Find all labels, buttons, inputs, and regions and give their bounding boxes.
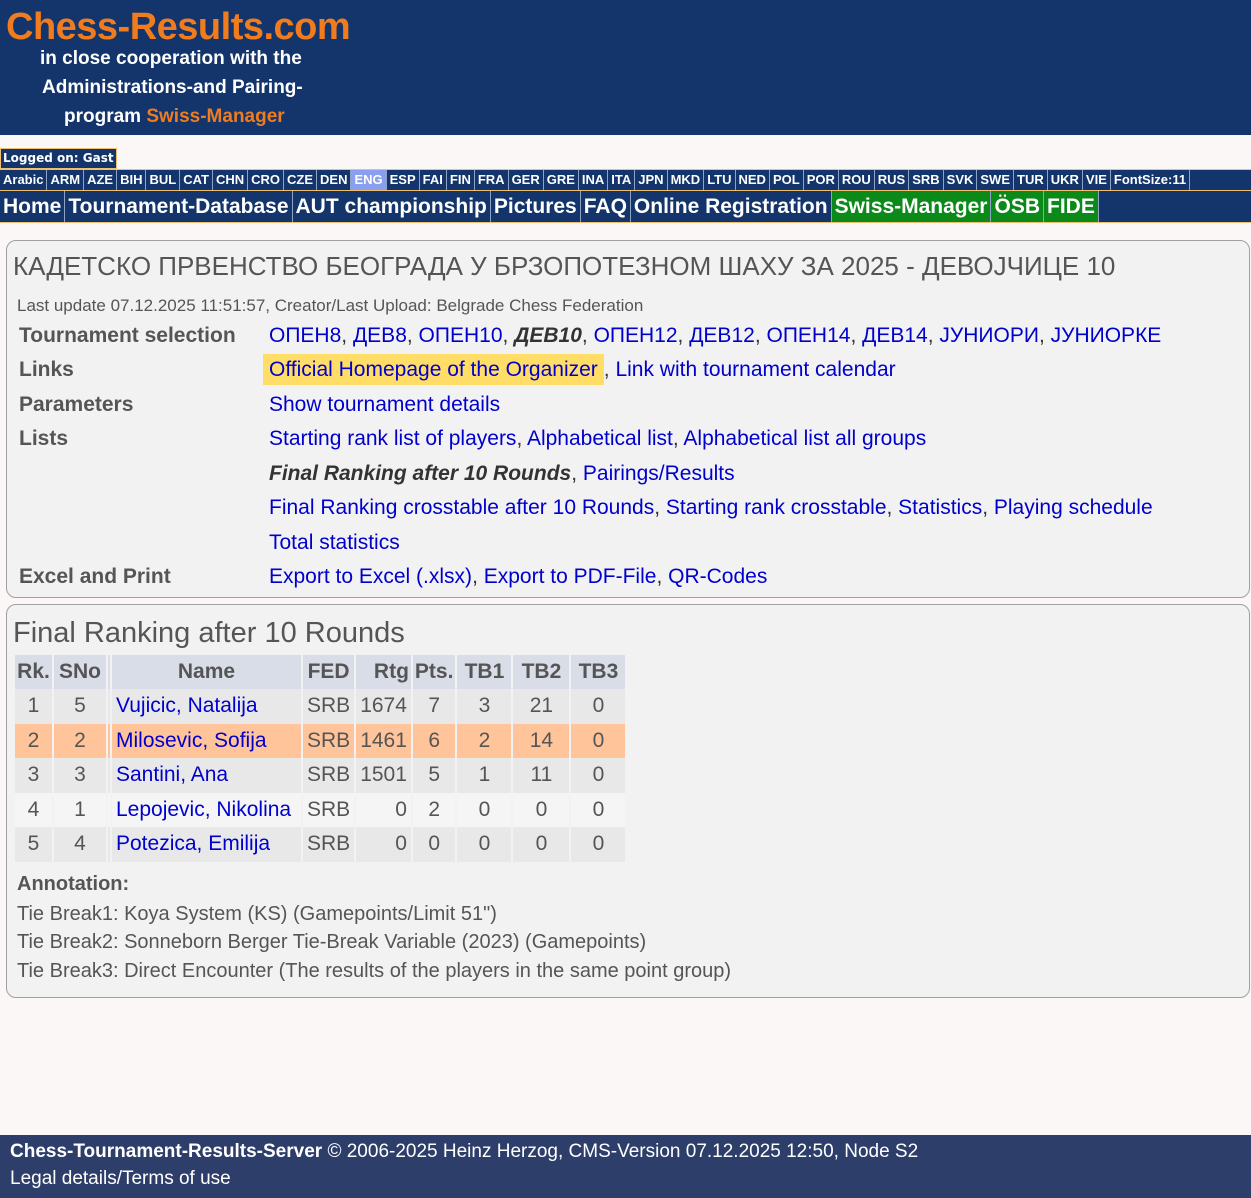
lang-eng[interactable]: ENG — [351, 170, 386, 190]
server-name: Chess-Tournament-Results-Server — [10, 1141, 323, 1162]
lang-cat[interactable]: CAT — [180, 170, 213, 190]
label-tournament-selection: Tournament selection — [19, 324, 236, 347]
lang-pol[interactable]: POL — [770, 170, 804, 190]
playing-schedule-link[interactable]: Playing schedule — [993, 496, 1153, 519]
export-pdf-link[interactable]: Export to PDF-File — [483, 565, 657, 588]
cell-tb1: 0 — [457, 793, 511, 828]
nav-faq[interactable]: FAQ — [581, 191, 631, 222]
legal-link[interactable]: Legal details/Terms of use — [10, 1168, 231, 1189]
col-name: Name — [112, 655, 301, 689]
cell-name — [112, 724, 301, 759]
links-values: Official Homepage of the Organizer , Link with tournament calendar — [269, 358, 896, 382]
col-sno: SNo — [54, 655, 106, 689]
lang-arm[interactable]: ARM — [47, 170, 84, 190]
lang-ger[interactable]: GER — [509, 170, 544, 190]
lang-jpn[interactable]: JPN — [635, 170, 667, 190]
lang-vie[interactable]: VIE — [1083, 170, 1111, 190]
main-nav — [0, 191, 1251, 223]
table-row — [15, 689, 625, 724]
lang-ita[interactable]: ITA — [608, 170, 635, 190]
col-pts: Pts. — [413, 655, 456, 689]
cell-spacer — [108, 793, 110, 828]
cell-spacer — [108, 758, 110, 793]
logo-line3: program Swiss-Manager — [64, 106, 285, 127]
cell-rk: 2 — [15, 724, 52, 759]
annotation-title: Annotation: — [17, 873, 130, 895]
cell-pts: 5 — [413, 758, 456, 793]
lang-srb[interactable]: SRB — [909, 170, 943, 190]
cell-tb3: 0 — [571, 827, 625, 862]
selection-5[interactable]: ДЕВ12 — [689, 324, 755, 347]
tournament-selection-links: ОПЕН8, ДЕВ8, ОПЕН10, ДЕВ10, ОПЕН12, ДЕВ12, ОПЕН14, ДЕВ14, ЈУНИОРИ, ЈУНИОРКЕ — [269, 324, 1162, 347]
lang-cro[interactable]: CRO — [248, 170, 284, 190]
cell-sno: 5 — [54, 689, 106, 724]
label-lists: Lists — [19, 427, 69, 450]
lang-svk[interactable]: SVK — [944, 170, 978, 190]
lang-fin[interactable]: FIN — [447, 170, 475, 190]
lang-rus[interactable]: RUS — [875, 170, 909, 190]
lists-row3: Final Ranking crosstable after 10 Rounds, Starting rank crosstable, Statistics, Playing schedule — [269, 496, 1153, 519]
lang-arabic[interactable]: Arabic — [0, 170, 47, 190]
col-fed: FED — [303, 655, 354, 689]
annotation-tb1: Tie Break1: Koya System (KS) (Gamepoints/Limit 51") — [17, 903, 497, 925]
cell-fed: SRB — [303, 724, 354, 759]
ranking-panel — [6, 604, 1250, 998]
lists-row1: Starting rank list of players, Alphabetical list, Alphabetical list all groups — [269, 427, 927, 450]
selection-7[interactable]: ДЕВ14 — [862, 324, 928, 347]
lang-ltu[interactable]: LTU — [704, 170, 735, 190]
cell-tb1: 0 — [457, 827, 511, 862]
cell-pts: 7 — [413, 689, 456, 724]
nav-home[interactable]: Home — [0, 191, 65, 222]
cell-rtg: 0 — [356, 827, 411, 862]
cell-spacer — [108, 689, 110, 724]
lang-esp[interactable]: ESP — [387, 170, 420, 190]
cell-fed: SRB — [303, 689, 354, 724]
table-row — [15, 758, 625, 793]
table-header — [15, 655, 625, 689]
table-row — [15, 827, 625, 862]
cell-sno: 1 — [54, 793, 106, 828]
cell-rtg: 1674 — [356, 689, 411, 724]
lang-mkd[interactable]: MKD — [668, 170, 705, 190]
cell-rk: 4 — [15, 793, 52, 828]
starting-crosstable-link[interactable]: Starting rank crosstable — [665, 496, 887, 519]
table-row — [15, 724, 625, 759]
selection-4[interactable]: ОПЕН12 — [593, 324, 678, 347]
language-bar — [0, 169, 1251, 191]
col-tb3: TB3 — [571, 655, 625, 689]
starting-rank-link[interactable]: Starting rank list of players — [269, 427, 517, 450]
cell-sno: 3 — [54, 758, 106, 793]
cell-spacer — [108, 827, 110, 862]
cell-tb1: 3 — [457, 689, 511, 724]
nav-aut-championship[interactable]: AUT championship — [293, 191, 491, 222]
lists-row2: Final Ranking after 10 Rounds, Pairings/Results — [269, 462, 735, 485]
selection-6[interactable]: ОПЕН14 — [766, 324, 851, 347]
col-spacer — [108, 655, 110, 689]
selection-3: ДЕВ10 — [514, 324, 582, 347]
footer — [0, 1135, 1251, 1198]
final-ranking-current: Final Ranking after 10 Rounds — [269, 462, 572, 485]
lang-bih[interactable]: BIH — [117, 170, 146, 190]
player-link[interactable]: Santini, Ana — [116, 763, 229, 787]
ranking-table — [13, 655, 627, 862]
table-row — [15, 793, 625, 828]
selection-2[interactable]: ОПЕН10 — [418, 324, 503, 347]
pairings-results-link[interactable]: Pairings/Results — [582, 462, 735, 485]
annotation-tb2: Tie Break2: Sonneborn Berger Tie-Break Variable (2023) (Gamepoints) — [17, 931, 647, 953]
cell-tb1: 1 — [457, 758, 511, 793]
selection-1[interactable]: ДЕВ8 — [352, 324, 407, 347]
player-link[interactable]: Milosevic, Sofija — [116, 728, 267, 752]
cell-tb3: 0 — [571, 689, 625, 724]
lang-fra[interactable]: FRA — [475, 170, 509, 190]
nav-pictures[interactable]: Pictures — [491, 191, 581, 222]
logo-line1: in close cooperation with the — [40, 48, 302, 69]
qr-codes-link[interactable]: QR-Codes — [668, 565, 768, 588]
site-logo[interactable] — [6, 4, 386, 131]
statistics-link[interactable]: Statistics — [898, 496, 983, 519]
cell-tb2: 21 — [513, 689, 569, 724]
player-link[interactable]: Vujicic, Natalija — [116, 694, 258, 718]
cell-tb1: 2 — [457, 724, 511, 759]
cell-fed: SRB — [303, 758, 354, 793]
lang-chn[interactable]: CHN — [213, 170, 248, 190]
cell-pts: 2 — [413, 793, 456, 828]
lang-bul[interactable]: BUL — [146, 170, 180, 190]
nav-swiss-manager[interactable]: Swiss-Manager — [832, 191, 992, 222]
lang-aze[interactable]: AZE — [84, 170, 117, 190]
cell-name — [112, 793, 301, 828]
cell-rk: 5 — [15, 827, 52, 862]
col-tb1: TB1 — [457, 655, 511, 689]
lang-por[interactable]: POR — [804, 170, 839, 190]
selection-9[interactable]: ЈУНИОРКЕ — [1050, 324, 1162, 347]
organizer-homepage-link[interactable]: Official Homepage of the Organizer — [263, 354, 604, 385]
nav-fide[interactable]: FIDE — [1044, 191, 1099, 222]
cell-rtg: 1501 — [356, 758, 411, 793]
tournament-info-panel — [6, 240, 1250, 598]
lang-tur[interactable]: TUR — [1014, 170, 1048, 190]
nav--sb[interactable]: ÖSB — [991, 191, 1044, 222]
selection-0[interactable]: ОПЕН8 — [269, 324, 342, 347]
cell-fed: SRB — [303, 827, 354, 862]
tournament-title: КАДЕТСКО ПРВЕНСТВО БЕОГРАДА У БРЗОПОТЕЗНОМ ШАХУ ЗА 2025 - ДЕВОЈЧИЦЕ 10 — [13, 251, 1116, 281]
lang-ukr[interactable]: UKR — [1048, 170, 1083, 190]
calendar-link[interactable]: Link with tournament calendar — [615, 358, 896, 381]
cell-tb3: 0 — [571, 793, 625, 828]
show-details-link[interactable]: Show tournament details — [269, 393, 501, 416]
export-excel-link[interactable]: Export to Excel (.xlsx) — [269, 565, 473, 588]
cell-rk: 1 — [15, 689, 52, 724]
lang-rou[interactable]: ROU — [839, 170, 875, 190]
cell-name — [112, 758, 301, 793]
cell-spacer — [108, 724, 110, 759]
lang-swe[interactable]: SWE — [977, 170, 1014, 190]
cell-tb3: 0 — [571, 724, 625, 759]
cell-sno: 4 — [54, 827, 106, 862]
cell-tb2: 11 — [513, 758, 569, 793]
logo-title: Chess-Results.com — [6, 6, 351, 48]
lang-fontsize11[interactable]: FontSize:11 — [1111, 170, 1190, 190]
total-statistics-link[interactable]: Total statistics — [269, 531, 400, 554]
cell-sno: 2 — [54, 724, 106, 759]
label-links: Links — [19, 358, 74, 381]
cell-rk: 3 — [15, 758, 52, 793]
nav-tournament-database[interactable]: Tournament-Database — [65, 191, 292, 222]
login-status: Logged on: Gast — [0, 148, 117, 169]
cell-name — [112, 689, 301, 724]
lang-ina[interactable]: INA — [579, 170, 608, 190]
cell-fed: SRB — [303, 793, 354, 828]
last-update: Last update 07.12.2025 11:51:57, Creator/Last Upload: Belgrade Chess Federation — [17, 296, 644, 315]
cell-rtg: 1461 — [356, 724, 411, 759]
col-tb2: TB2 — [513, 655, 569, 689]
cell-tb3: 0 — [571, 758, 625, 793]
cell-tb2: 0 — [513, 793, 569, 828]
excel-values: Export to Excel (.xlsx), Export to PDF-File, QR-Codes — [269, 565, 768, 588]
ranking-title: Final Ranking after 10 Rounds — [13, 617, 405, 649]
footer-copyright: Chess-Tournament-Results-Server © 2006-2025 Heinz Herzog, CMS-Version 07.12.2025 12:50, Node S2 — [10, 1141, 919, 1162]
lang-gre[interactable]: GRE — [544, 170, 579, 190]
player-link[interactable]: Lepojevic, Nikolina — [116, 797, 292, 821]
cell-rtg: 0 — [356, 793, 411, 828]
final-crosstable-link[interactable]: Final Ranking crosstable after 10 Rounds — [269, 496, 655, 519]
cell-tb2: 14 — [513, 724, 569, 759]
col-rk: Rk. — [15, 655, 52, 689]
nav-online-registration[interactable]: Online Registration — [631, 191, 832, 222]
cell-name — [112, 827, 301, 862]
logo-line2: Administrations-and Pairing- — [42, 77, 303, 98]
cell-pts: 6 — [413, 724, 456, 759]
lang-cze[interactable]: CZE — [284, 170, 317, 190]
header — [0, 0, 1251, 135]
alphabetical-all-groups-link[interactable]: Alphabetical list all groups — [683, 427, 927, 450]
player-link[interactable]: Potezica, Emilija — [116, 832, 271, 856]
cell-tb2: 0 — [513, 827, 569, 862]
cell-pts: 0 — [413, 827, 456, 862]
lang-ned[interactable]: NED — [736, 170, 770, 190]
col-rtg: Rtg — [356, 655, 411, 689]
selection-8[interactable]: ЈУНИОРИ — [939, 324, 1039, 347]
label-excel: Excel and Print — [19, 565, 171, 588]
alphabetical-list-link[interactable]: Alphabetical list — [526, 427, 673, 450]
annotation-tb3: Tie Break3: Direct Encounter (The results of the players in the same point group) — [17, 960, 732, 982]
lang-den[interactable]: DEN — [317, 170, 351, 190]
lang-fai[interactable]: FAI — [420, 170, 447, 190]
label-parameters: Parameters — [19, 393, 134, 416]
